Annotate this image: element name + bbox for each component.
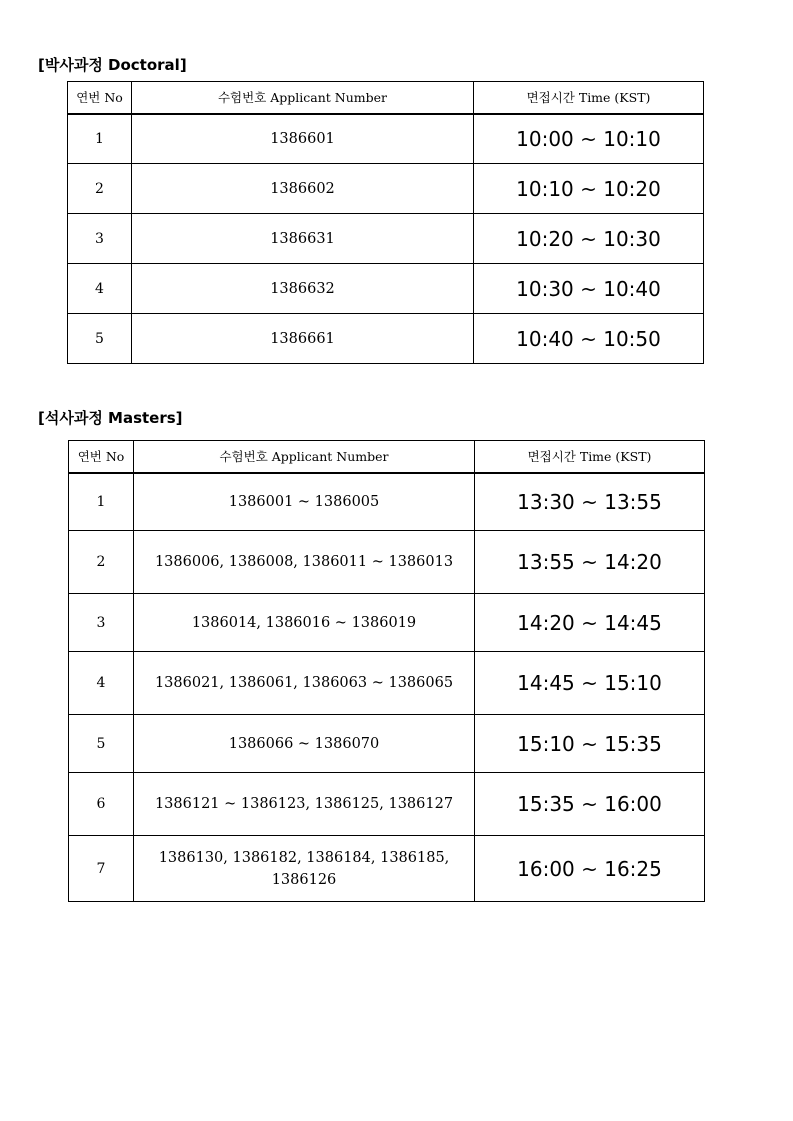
header-no: 연번 No	[68, 82, 132, 114]
row-time: 14:20 ~ 14:45	[475, 594, 705, 652]
row-time: 15:35 ~ 16:00	[475, 773, 705, 836]
row-no: 1	[68, 114, 132, 164]
table-row	[69, 473, 705, 531]
table-row	[68, 214, 704, 264]
doctoral-section-title: [박사과정 Doctoral]	[38, 56, 187, 74]
table-row	[68, 114, 704, 164]
row-time: 15:10 ~ 15:35	[475, 715, 705, 773]
row-time: 13:30 ~ 13:55	[475, 473, 705, 531]
row-time: 13:55 ~ 14:20	[475, 531, 705, 594]
header-time: 면접시간 Time (KST)	[475, 441, 705, 473]
row-applicant-number: 1386001 ~ 1386005	[134, 473, 475, 531]
row-no: 5	[68, 314, 132, 364]
row-no: 3	[68, 214, 132, 264]
table-row	[69, 836, 705, 902]
row-time: 10:10 ~ 10:20	[474, 164, 704, 214]
row-applicant-number: 1386631	[132, 214, 474, 264]
row-applicant-number: 1386021, 1386061, 1386063 ~ 1386065	[134, 652, 475, 715]
row-no: 7	[69, 836, 134, 902]
header-no: 연번 No	[69, 441, 134, 473]
row-applicant-number: 1386066 ~ 1386070	[134, 715, 475, 773]
row-no: 2	[69, 531, 134, 594]
row-applicant-number: 1386632	[132, 264, 474, 314]
row-no: 5	[69, 715, 134, 773]
masters-schedule-table	[68, 440, 705, 902]
table-row	[69, 715, 705, 773]
row-applicant-number: 1386601	[132, 114, 474, 164]
table-row	[68, 314, 704, 364]
row-time: 10:40 ~ 10:50	[474, 314, 704, 364]
table-row	[69, 652, 705, 715]
table-header-row	[69, 441, 705, 473]
table-row	[68, 264, 704, 314]
row-applicant-number: 1386661	[132, 314, 474, 364]
row-time: 10:00 ~ 10:10	[474, 114, 704, 164]
row-time: 10:30 ~ 10:40	[474, 264, 704, 314]
table-row	[69, 594, 705, 652]
row-no: 6	[69, 773, 134, 836]
header-applicant-number: 수험번호 Applicant Number	[134, 441, 475, 473]
row-applicant-number: 1386602	[132, 164, 474, 214]
row-no: 2	[68, 164, 132, 214]
row-applicant-number: 1386130, 1386182, 1386184, 1386185, 1386126	[134, 836, 475, 902]
table-header-row	[68, 82, 704, 114]
masters-section-title: [석사과정 Masters]	[38, 409, 183, 427]
row-no: 3	[69, 594, 134, 652]
row-no: 4	[69, 652, 134, 715]
row-applicant-number: 1386006, 1386008, 1386011 ~ 1386013	[134, 531, 475, 594]
row-time: 14:45 ~ 15:10	[475, 652, 705, 715]
row-applicant-number: 1386121 ~ 1386123, 1386125, 1386127	[134, 773, 475, 836]
table-row	[68, 164, 704, 214]
row-time: 16:00 ~ 16:25	[475, 836, 705, 902]
row-applicant-number: 1386014, 1386016 ~ 1386019	[134, 594, 475, 652]
header-time: 면접시간 Time (KST)	[474, 82, 704, 114]
header-applicant-number: 수험번호 Applicant Number	[132, 82, 474, 114]
row-no: 1	[69, 473, 134, 531]
doctoral-schedule-table	[67, 81, 704, 364]
table-row	[69, 531, 705, 594]
row-no: 4	[68, 264, 132, 314]
table-row	[69, 773, 705, 836]
row-time: 10:20 ~ 10:30	[474, 214, 704, 264]
